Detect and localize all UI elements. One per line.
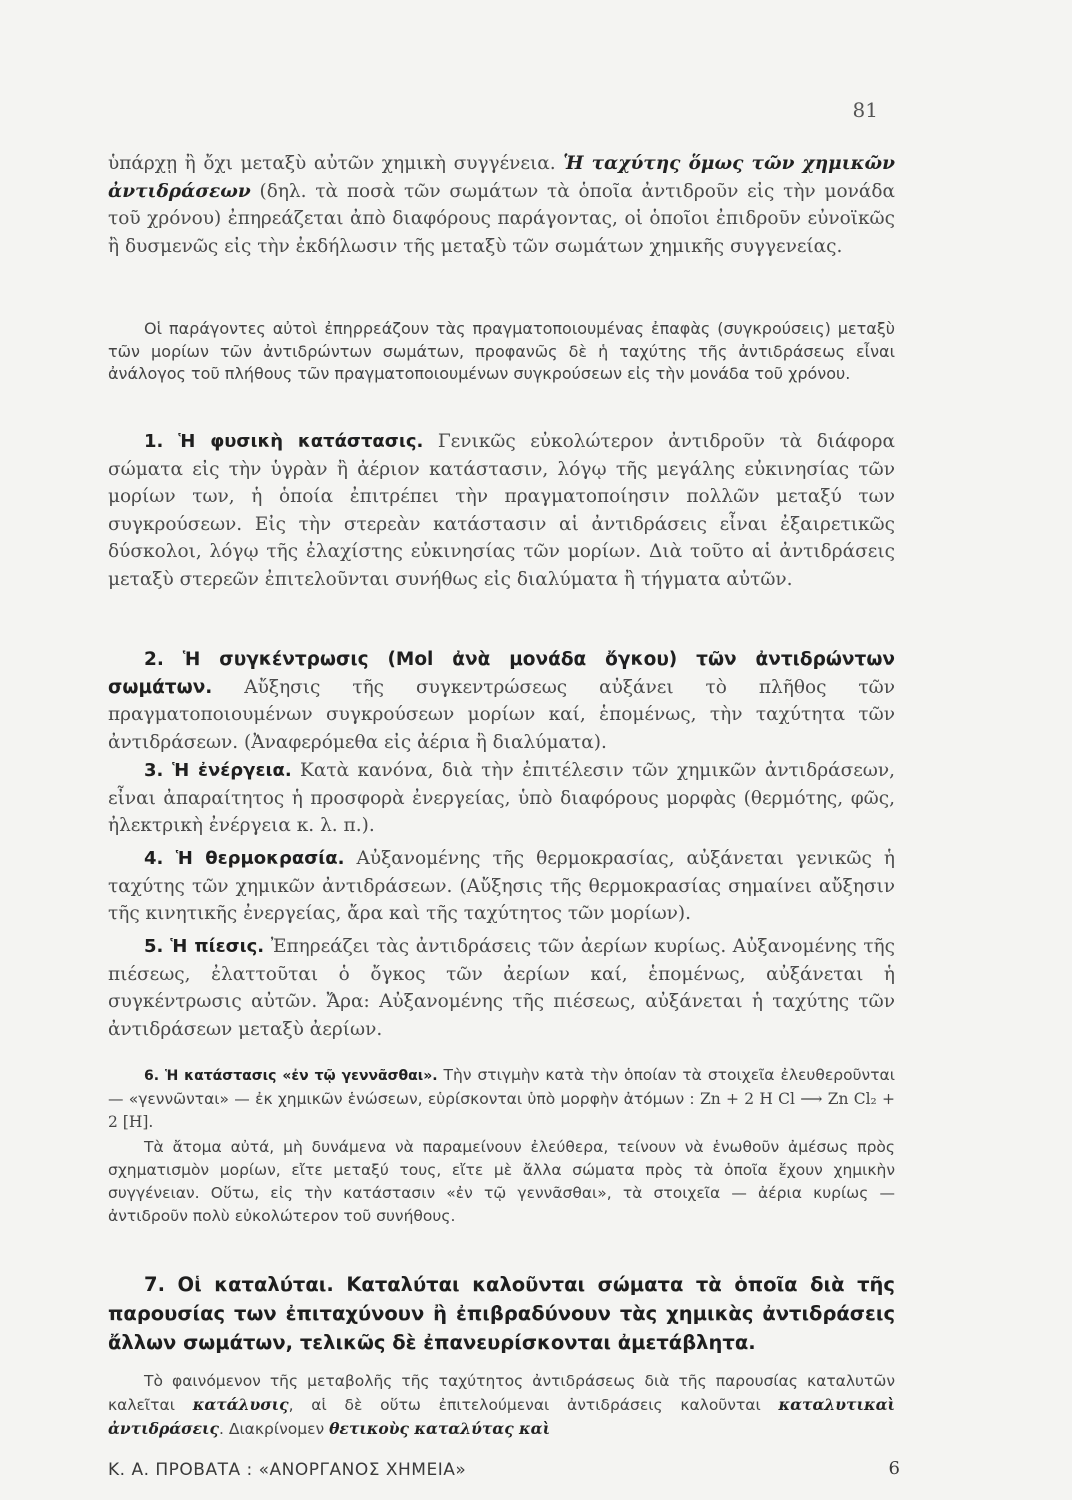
section-1-text: Γενικῶς εὐκολώτερον ἀντιδροῦν τὰ διάφορα σώματα εἰς τὴν ὑγρὰν ἢ ἀέριον κατάστασιν, λόγῳ τῆς μεγάλης εὐκινησίας τῶν μορίων των, ἡ ὁποία ἐπιτρέπει τὴν πραγματοποίησιν πολλῶν μεταξύ των συγκρούσεων. Εἰς τὴν στερεὰν κατάστασιν αἱ ἀντιδράσεις εἶναι ἐξαιρετικῶς δύσκολοι, λόγῳ τῆς ἐλαχίστης εὐκινησίας τῶν μορίων. Διὰ τοῦτο αἱ ἀντιδράσεις μεταξὺ στερεῶν ἐπιτελοῦνται συνήθως εἰς διαλύματα ἢ τήγματα αὐτῶν. [108, 431, 895, 590]
intro-text-c: (δηλ. τὰ ποσὰ τῶν σωμάτων τὰ ὁποῖα ἀντιδροῦν εἰς τὴν μονάδα τοῦ χρόνου) ἐπηρεάζεται ἀπὸ διαφόρους παράγοντας, οἱ ὁποῖοι ἐπιδροῦν εὐνοϊκῶς ἢ δυσμενῶς εἰς τὴν ἐκδήλωσιν τῆς μεταξὺ τῶν σωμάτων χημικῆς συγγενείας. [108, 180, 895, 257]
section-2-text: Αὔξησις τῆς συγκεντρώσεως αὐξάνει τὸ πλῆθος τῶν πραγματοποιουμένων συγκρούσεων μορίων καί, ἑπομένως, τὴν ταχύτητα τῶν ἀντιδράσεων. (Ἀναφερόμεθα εἰς ἀέρια ἢ διαλύματα). [108, 676, 895, 753]
term-catalytic-reactions: καταλυτικαὶ ἀντιδράσεις [108, 1395, 895, 1438]
intro-emphasis: Ἡ ταχύτης ὅμως τῶν χημικῶν ἀντιδράσεων [108, 153, 895, 202]
section-6-paragraph: Τὰ ἄτομα αὐτά, μὴ δυνάμενα νὰ παραμείνουν ἐλεύθερα, τείνουν νὰ ἑνωθοῦν ἀμέσως πρὸς σχηματισμὸν μορίων, εἴτε μεταξύ τους, εἴτε μὲ ἄλλα σώματα πρὸς τὰ ὁποῖα ἔχουν χημικὴν συγγένειαν. Οὕτω, εἰς τὴν κατάστασιν «ἐν τῷ γεννᾶσθαι», τὰ στοιχεῖα — ἀέρια κυρίως — ἀντιδροῦν πολὺ εὐκολώτερον τοῦ συνήθους. [108, 1138, 895, 1225]
section-7-text-b: , αἱ δὲ οὕτω ἐπιτελούμεναι ἀντιδράσεις καλοῦνται [288, 1396, 779, 1414]
section-7-text-c: . Διακρίνομεν [218, 1420, 330, 1438]
term-positive-catalysts: θετικοὺς καταλύτας καὶ [329, 1419, 551, 1438]
chemical-equation: Zn + 2 H Cl ⟶ Zn Cl₂ + 2 [H]. [108, 1090, 896, 1131]
section-1-heading: 1. Ἡ φυσικὴ κατάστασις. [144, 431, 424, 452]
intro-paragraph [108, 150, 895, 260]
section-7-text-a: Τὸ φαινόμενον τῆς μεταβολῆς τῆς ταχύτητος ἀντιδράσεως διὰ τῆς παρουσίας καταλυτῶν καλεῖται [108, 1372, 895, 1414]
section-5 [108, 933, 895, 1043]
section-4-text: Αὐξανομένης τῆς θερμοκρασίας, αὐξάνεται γενικῶς ἡ ταχύτης τῶν χημικῶν ἀντιδράσεων. (Αὔξησις τῆς θερμοκρασίας σημαίνει αὔξησιν τῆς κινητικῆς ἐνεργείας, ἄρα καὶ τῆς ταχύτητος τῶν μορίων). [108, 848, 895, 924]
section-3-text: Κατὰ κανόνα, διὰ τὴν ἐπιτέλεσιν τῶν χημικῶν ἀντιδράσεων, εἶναι ἀπαραίτητος ἡ προσφορὰ ἐνεργείας, ὑπὸ διαφόρους μορφὰς (θερμότης, φῶς, ἠλεκτρικὴ ἐνέργεια κ. λ. π.). [108, 760, 895, 836]
section-6 [108, 1064, 895, 1134]
term-katalysis: κατάλυσις [192, 1395, 289, 1414]
section-4-heading: 4. Ἡ θερμοκρασία. [144, 848, 345, 869]
footer-book-title: Κ. Α. ΠΡΟΒΑΤΑ : «ΑΝΟΡΓΑΝΟΣ ΧΗΜΕΙΑ» [108, 1460, 467, 1480]
section-5-text: Ἐπηρεάζει τὰς ἀντιδράσεις τῶν ἀερίων κυρίως. Αὐξανομένης τῆς πιέσεως, ἐλαττοῦται ὁ ὄγκος τῶν ἀερίων καί, ἑπομένως, αὐξάνεται ἡ συγκέντρωσις αὐτῶν. Ἄρα: Αὐξανομένης τῆς πιέσεως, αὐξάνεται ἡ ταχύτης τῶν ἀντιδράσεων μεταξὺ ἀερίων. [108, 936, 896, 1040]
footer-sheet-number: 6 [888, 1458, 900, 1479]
section-6-text: Τὴν στιγμὴν κατὰ τὴν ὁποίαν τὰ στοιχεῖα ἐλευθεροῦνται — «γεννῶνται» — ἐκ χημικῶν ἑνώσεων, εὑρίσκονται ὑπὸ μορφὴν ἀτόμων : [108, 1066, 895, 1108]
section-5-heading: 5. Ἡ πίεσις. [144, 936, 265, 957]
section-3 [108, 757, 895, 840]
section-7-heading: 7. Οἱ καταλύται. Καταλύται καλοῦνται σώματα τὰ ὁποῖα διὰ τῆς παρουσίας των ἐπιταχύνουν ἢ ἐπιβραδύνουν τὰς χημικὰς ἀντιδράσεις ἄλλων σωμάτων, τελικῶς δὲ ἐπανευρίσκονται ἀμετάβλητα. [108, 1273, 895, 1354]
section-4 [108, 845, 895, 928]
section-3-heading: 3. Ἡ ἐνέργεια. [144, 760, 292, 781]
section-7-paragraph [108, 1370, 895, 1441]
section-2-heading: 2. Ἡ συγκέντρωσις (Mol ἀνὰ μονάδα ὄγκου) τῶν ἀντιδρώντων σωμάτων. [108, 649, 895, 698]
section-2 [108, 646, 895, 756]
section-1 [108, 428, 895, 593]
page-number: 81 [852, 98, 878, 122]
section-6-heading: 6. Ἡ κατάστασις «ἐν τῷ γεννᾶσθαι». [144, 1068, 438, 1084]
intro-text-a: ὑπάρχῃ ἢ ὄχι μεταξὺ αὐτῶν χημικὴ συγγένεια. [108, 153, 564, 174]
factors-paragraph: Οἱ παράγοντες αὐτοὶ ἐπηρρεάζουν τὰς πραγματοποιουμένας ἐπαφὰς (συγκρούσεις) μεταξὺ τῶν μορίων τῶν ἀντιδρώντων σωμάτων, προφανῶς δὲ ἡ ταχύτης τῆς ἀντιδράσεως εἶναι ἀνάλογος τοῦ πλήθους τῶν πραγματοποιουμένων συγκρούσεων εἰς τὴν μονάδα τοῦ χρόνου. [108, 319, 895, 383]
